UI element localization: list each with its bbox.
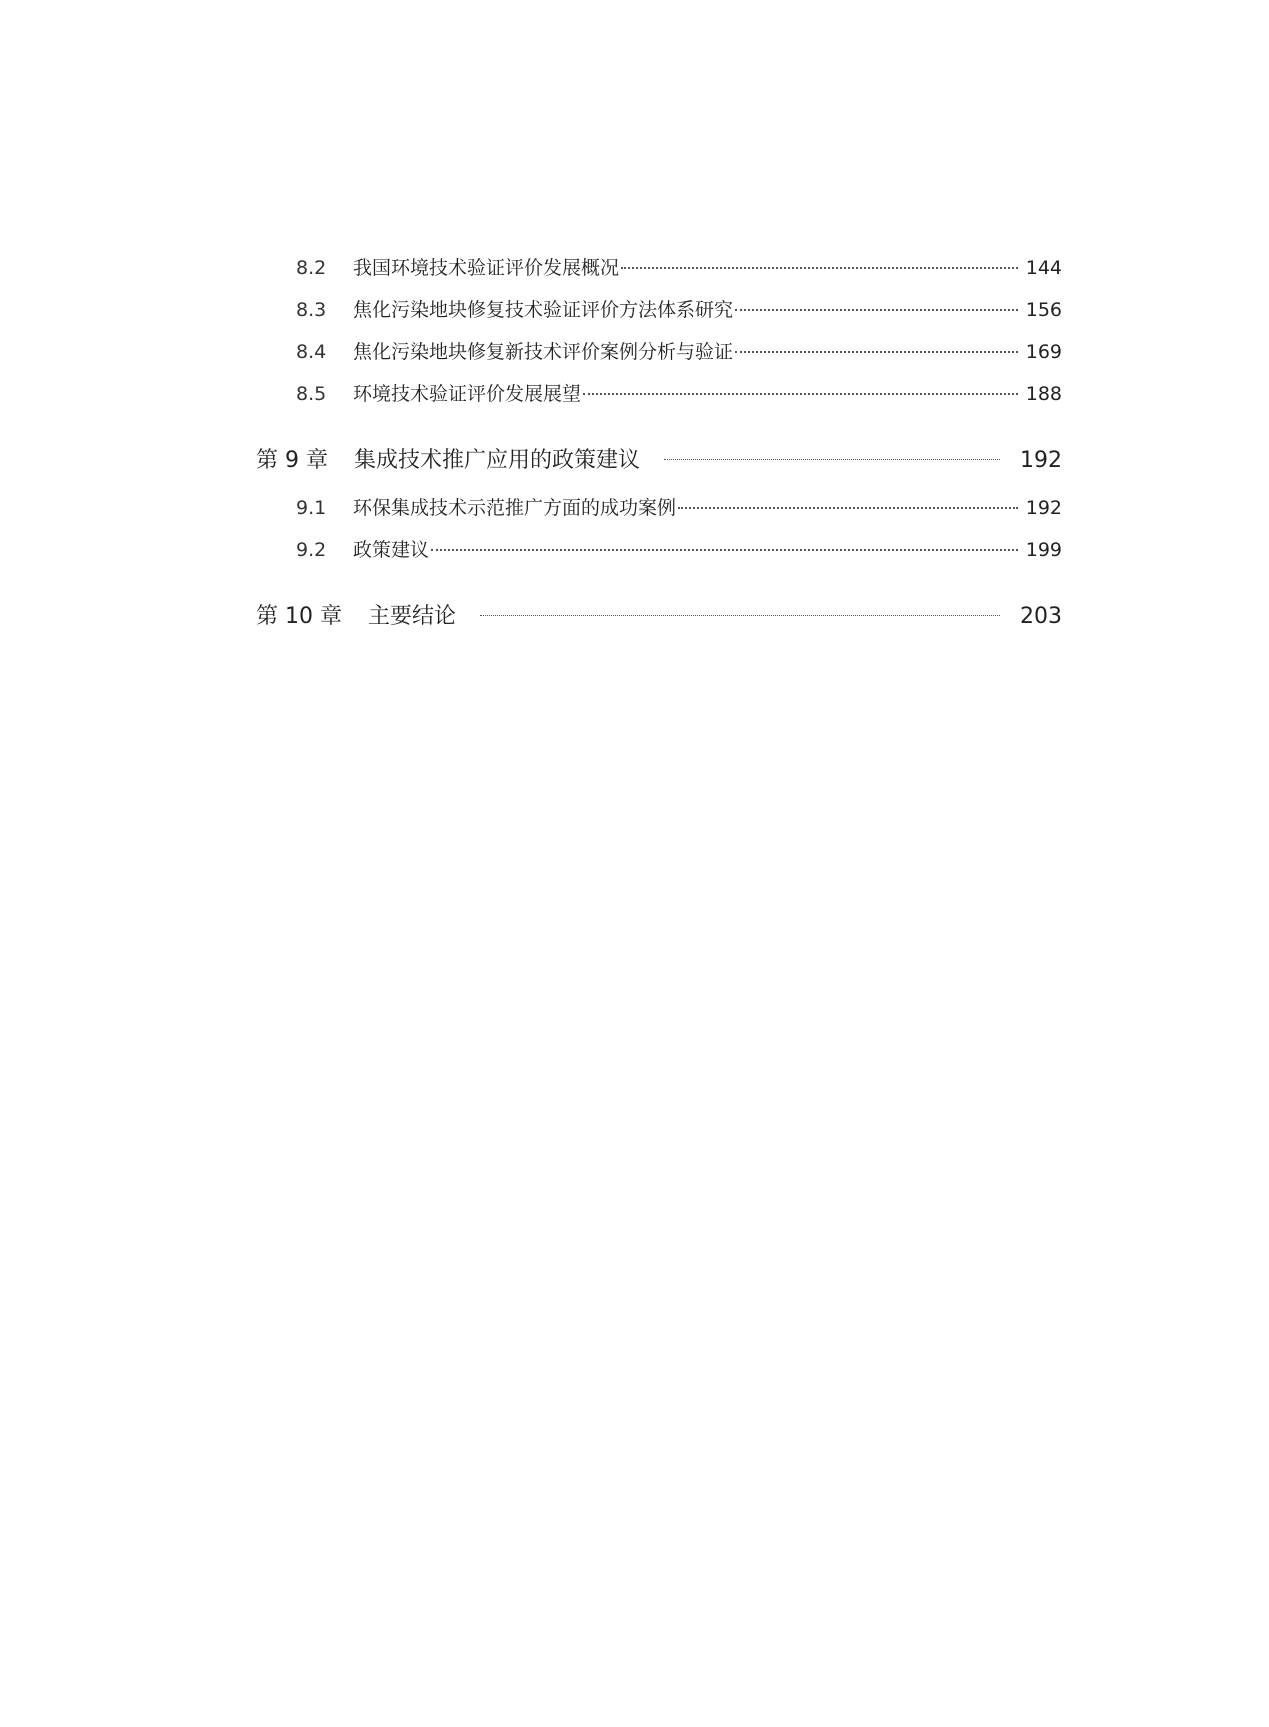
section-number: 9.1 bbox=[296, 497, 327, 519]
dot-leader bbox=[678, 507, 1018, 509]
dot-leader bbox=[621, 267, 1018, 269]
toc-entry-9-2[interactable] bbox=[256, 535, 1062, 577]
toc-entry-8-2[interactable] bbox=[256, 253, 1062, 295]
dot-leader bbox=[664, 459, 1000, 460]
dot-leader bbox=[480, 615, 1000, 616]
section-title: 焦化污染地块修复技术验证评价方法体系研究 bbox=[353, 299, 734, 321]
section-number: 8.3 bbox=[296, 299, 327, 321]
toc-chapter-10[interactable] bbox=[256, 599, 1062, 641]
dot-leader bbox=[431, 549, 1018, 551]
page-number: 192 bbox=[1025, 497, 1062, 519]
toc-chapter-9[interactable] bbox=[256, 443, 1062, 485]
section-number: 9.2 bbox=[296, 539, 327, 561]
chapter-number: 第 9 章 bbox=[256, 448, 328, 473]
section-title: 我国环境技术验证评价发展概况 bbox=[353, 257, 620, 279]
page-number: 188 bbox=[1025, 383, 1062, 405]
section-title: 环境技术验证评价发展展望 bbox=[353, 383, 582, 405]
chapter-number: 第 10 章 bbox=[256, 604, 342, 629]
toc-entry-8-3[interactable] bbox=[256, 295, 1062, 337]
page-number: 144 bbox=[1025, 257, 1062, 279]
chapter-title: 集成技术推广应用的政策建议 bbox=[353, 448, 640, 473]
page-number: 199 bbox=[1025, 539, 1062, 561]
section-title: 焦化污染地块修复新技术评价案例分析与验证 bbox=[353, 341, 734, 363]
toc-entry-9-1[interactable] bbox=[256, 493, 1062, 535]
chapter-title: 主要结论 bbox=[367, 604, 456, 629]
section-number: 8.2 bbox=[296, 257, 327, 279]
page-number: 169 bbox=[1025, 341, 1062, 363]
page-number: 156 bbox=[1025, 299, 1062, 321]
toc-entry-8-4[interactable] bbox=[256, 337, 1062, 379]
table-of-contents bbox=[256, 253, 1062, 641]
page-number: 203 bbox=[1020, 604, 1062, 629]
dot-leader bbox=[583, 393, 1018, 395]
page-number: 192 bbox=[1020, 448, 1062, 473]
toc-entry-8-5[interactable] bbox=[256, 379, 1062, 421]
section-title: 政策建议 bbox=[353, 539, 430, 561]
dot-leader bbox=[735, 309, 1018, 311]
section-number: 8.4 bbox=[296, 341, 327, 363]
section-number: 8.5 bbox=[296, 383, 327, 405]
section-title: 环保集成技术示范推广方面的成功案例 bbox=[353, 497, 677, 519]
dot-leader bbox=[735, 351, 1018, 353]
